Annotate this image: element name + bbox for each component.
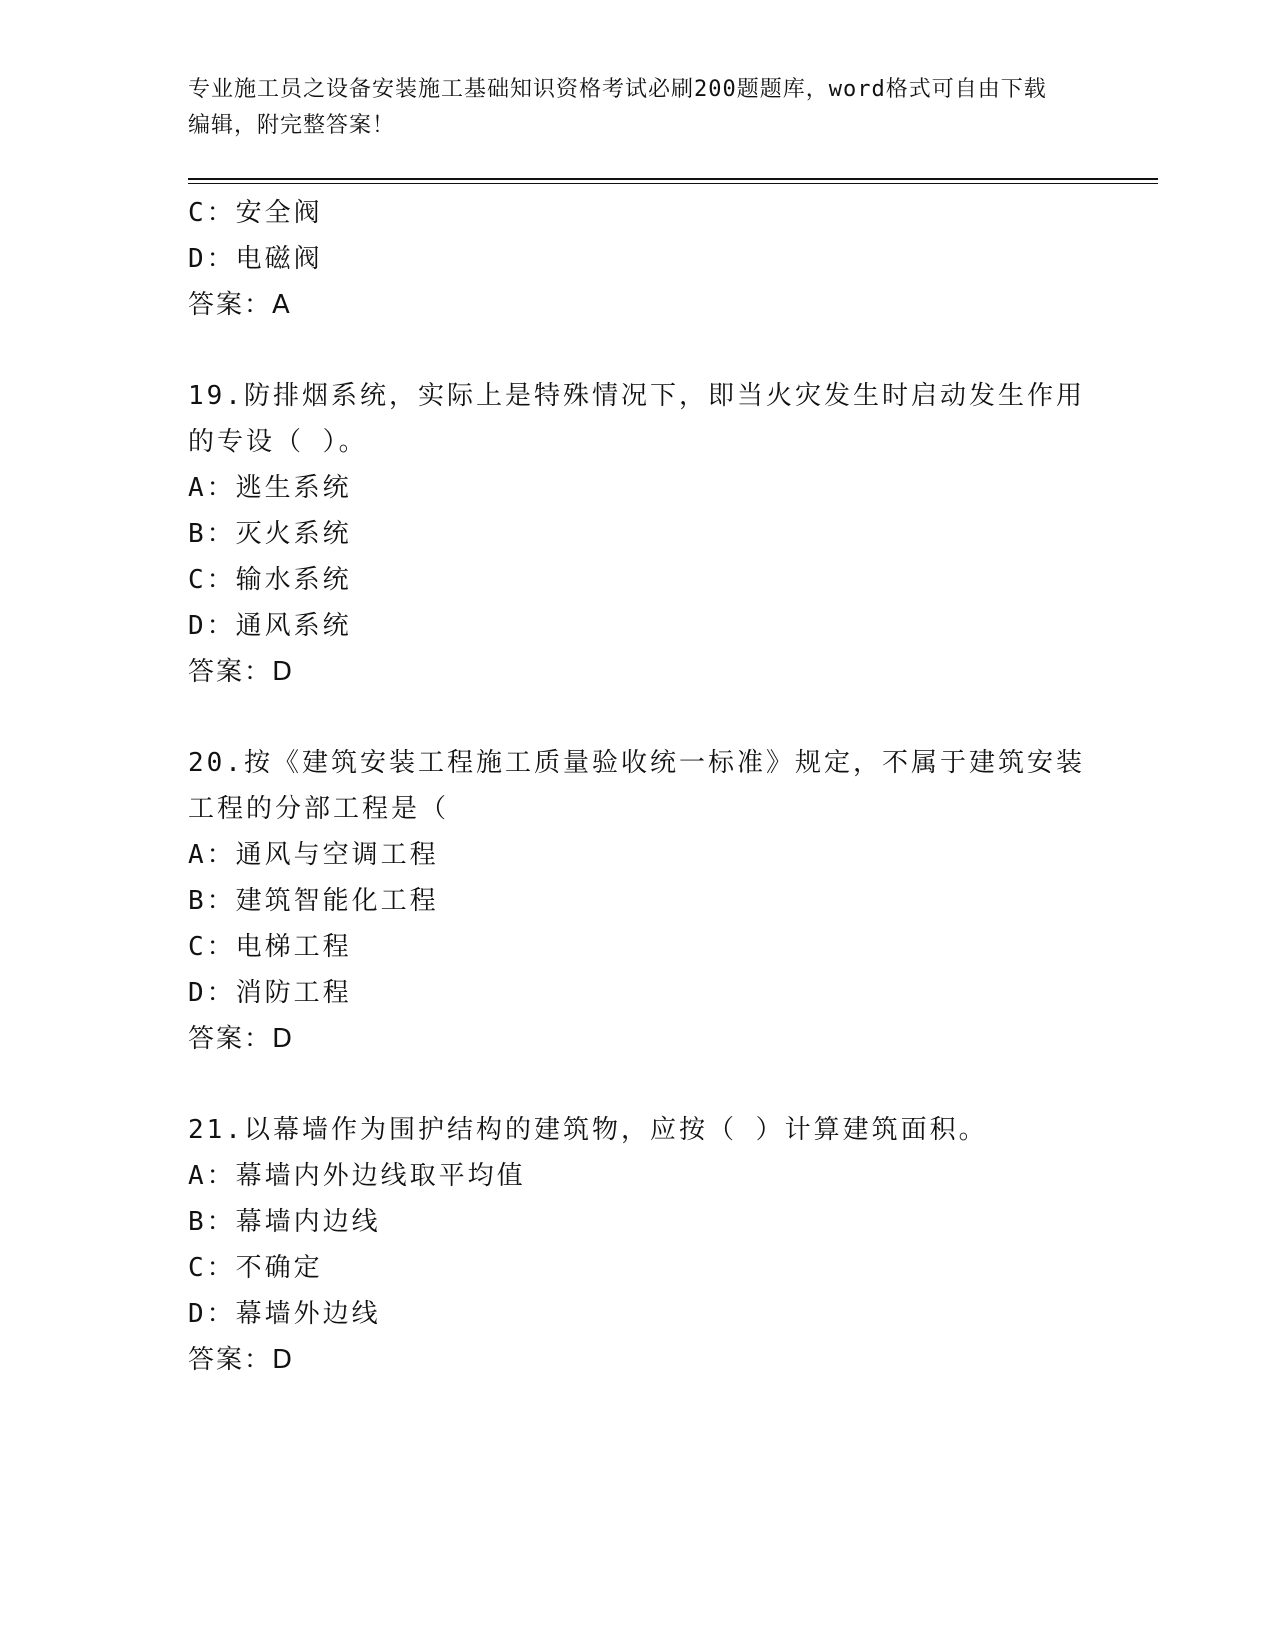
question-text: 的专设（ ）。 xyxy=(188,427,368,457)
option-line: A：通风与空调工程 xyxy=(188,840,439,870)
answer-line: 答案：D xyxy=(188,657,295,687)
option-line: C：不确定 xyxy=(188,1253,323,1283)
header-divider xyxy=(188,178,1158,180)
question-block xyxy=(188,373,1088,695)
question-block xyxy=(188,740,1088,1062)
option-line: B：建筑智能化工程 xyxy=(188,886,439,916)
option-line: D：通风系统 xyxy=(188,611,352,641)
question-text: 工程的分部工程是（ xyxy=(188,794,450,824)
question-block xyxy=(188,190,1088,328)
question-block xyxy=(188,1107,1088,1383)
option-line: C：输水系统 xyxy=(188,565,352,595)
option-line: B：灭火系统 xyxy=(188,519,352,549)
option-line: D：幕墙外边线 xyxy=(188,1299,381,1329)
option-line: C：安全阀 xyxy=(188,198,323,228)
option-line: D：电磁阀 xyxy=(188,244,323,274)
question-text: 19.防排烟系统，实际上是特殊情况下，即当火灾发生时启动发生作用 xyxy=(188,381,1085,411)
answer-line: 答案：D xyxy=(188,1024,295,1054)
document-header: 专业施工员之设备安装施工基础知识资格考试必刷200题题库，word格式可自由下载编辑，附完整答案！ xyxy=(188,77,1047,138)
question-text: 21.以幕墙作为围护结构的建筑物，应按（ ）计算建筑面积。 xyxy=(188,1115,988,1145)
question-text: 20.按《建筑安装工程施工质量验收统一标准》规定，不属于建筑安装 xyxy=(188,748,1085,778)
option-line: B：幕墙内边线 xyxy=(188,1207,381,1237)
answer-line: 答案：D xyxy=(188,1345,295,1375)
answer-line: 答案：A xyxy=(188,290,292,320)
option-line: D：消防工程 xyxy=(188,978,352,1008)
option-line: A：逃生系统 xyxy=(188,473,352,503)
option-line: C：电梯工程 xyxy=(188,932,352,962)
question-list xyxy=(188,190,1088,1383)
option-line: A：幕墙内外边线取平均值 xyxy=(188,1161,526,1191)
header-divider-thin xyxy=(188,183,1158,184)
